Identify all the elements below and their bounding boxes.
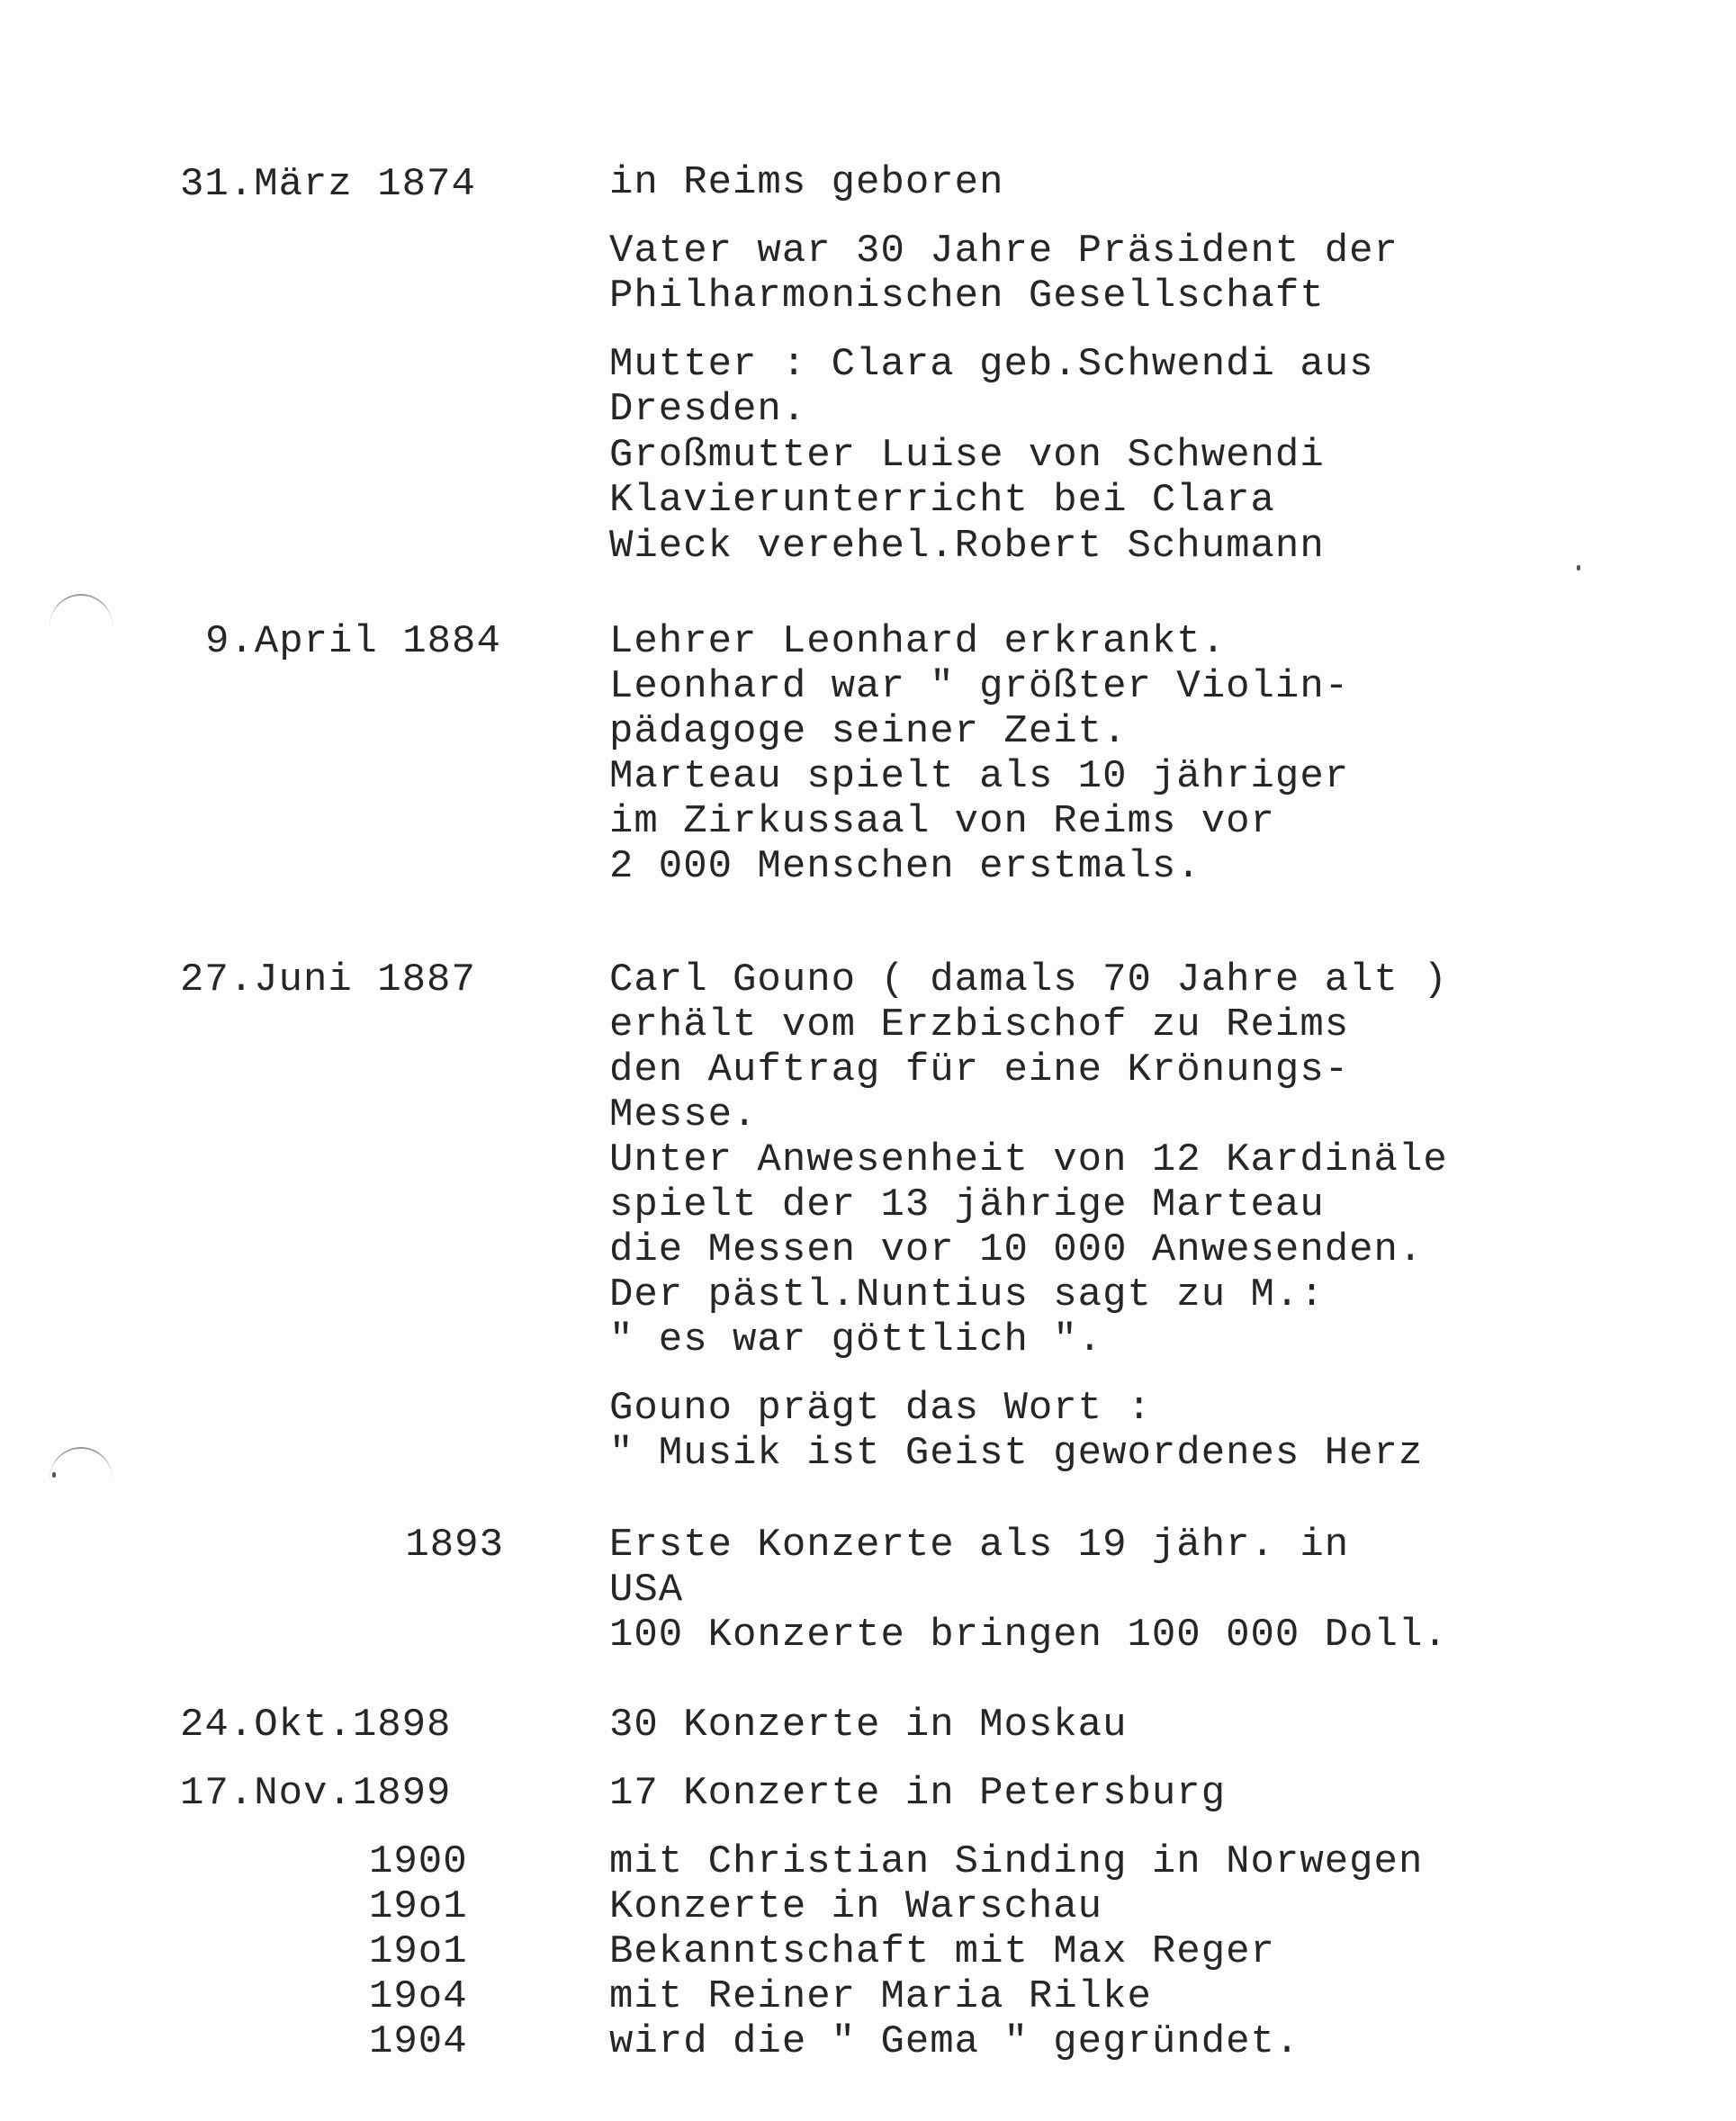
- entry-text-line: pädagoge seiner Zeit.: [609, 709, 1128, 754]
- entry-date: 1900: [369, 1839, 468, 1884]
- entry-text-line: den Auftrag für eine Krönungs-: [609, 1047, 1350, 1092]
- entry-date: 24.Okt.1898: [180, 1703, 452, 1748]
- entry-text-line: Lehrer Leonhard erkrankt.: [609, 619, 1227, 664]
- entry-text-line: spielt der 13 jährige Marteau: [609, 1182, 1325, 1227]
- entry-date: 19o4: [369, 1974, 468, 2019]
- entry-text-line: Konzerte in Warschau: [609, 1884, 1103, 1929]
- entry-date: 19o1: [369, 1929, 468, 1974]
- entry-text-line: 30 Konzerte in Moskau: [609, 1703, 1128, 1748]
- entry-text-line: Erste Konzerte als 19 jähr. in: [609, 1523, 1350, 1568]
- entry-date: 27.Juni 1887: [180, 957, 476, 1002]
- entry-text-line: wird die " Gema " gegründet.: [609, 2019, 1300, 2064]
- entry-text-line: in Reims geboren: [609, 160, 1004, 205]
- entry-text-line: Gouno prägt das Wort :: [609, 1386, 1152, 1431]
- entry-text-line: Philharmonischen Gesellschaft: [609, 274, 1325, 319]
- speck-mark: [52, 1472, 56, 1478]
- entry-date: 17.Nov.1899: [180, 1771, 452, 1816]
- entry-date: 1904: [369, 2019, 468, 2064]
- entry-text-line: erhält vom Erzbischof zu Reims: [609, 1002, 1350, 1047]
- entry-text-line: mit Christian Sinding in Norwegen: [609, 1839, 1424, 1884]
- entry-text-line: mit Reiner Maria Rilke: [609, 1974, 1152, 2019]
- entry-text-line: 17 Konzerte in Petersburg: [609, 1771, 1227, 1816]
- entry-text-line: Der pästl.Nuntius sagt zu M.:: [609, 1272, 1325, 1317]
- entry-text-line: Leonhard war " größter Violin-: [609, 664, 1350, 709]
- entry-text-line: " es war göttlich ".: [609, 1317, 1103, 1362]
- entry-text-line: 2 000 Menschen erstmals.: [609, 844, 1201, 889]
- entry-date: 9.April 1884: [205, 619, 501, 664]
- entry-text-line: Großmutter Luise von Schwendi: [609, 433, 1325, 478]
- entry-text-line: im Zirkussaal von Reims vor: [609, 799, 1275, 844]
- punch-hole-bottom: [49, 1447, 112, 1512]
- entry-date: 19o1: [369, 1884, 468, 1929]
- entry-date: 31.März 1874: [180, 162, 476, 207]
- speck-mark: [1577, 565, 1580, 571]
- entry-text-line: Carl Gouno ( damals 70 Jahre alt ): [609, 957, 1448, 1002]
- entry-text-line: Marteau spielt als 10 jähriger: [609, 754, 1350, 799]
- entry-text-line: Unter Anwesenheit von 12 Kardinäle: [609, 1137, 1448, 1182]
- entry-text-line: Vater war 30 Jahre Präsident der: [609, 229, 1399, 274]
- entry-text-line: Mutter : Clara geb.Schwendi aus: [609, 342, 1374, 387]
- entry-text-line: 100 Konzerte bringen 100 000 Doll.: [609, 1613, 1448, 1658]
- entry-text-line: Messe.: [609, 1092, 758, 1137]
- entry-text-line: Klavierunterricht bei Clara: [609, 478, 1275, 523]
- entry-text-line: " Musik ist Geist gewordenes Herz: [609, 1431, 1424, 1476]
- entry-date: 1893: [405, 1523, 504, 1568]
- entry-text-line: die Messen vor 10 000 Anwesenden.: [609, 1227, 1424, 1272]
- punch-hole-top: [49, 594, 112, 659]
- entry-text-line: Dresden.: [609, 387, 807, 432]
- entry-text-line: Bekanntschaft mit Max Reger: [609, 1929, 1275, 1974]
- entry-text-line: USA: [609, 1568, 684, 1613]
- entry-text-line: Wieck verehel.Robert Schumann: [609, 524, 1325, 569]
